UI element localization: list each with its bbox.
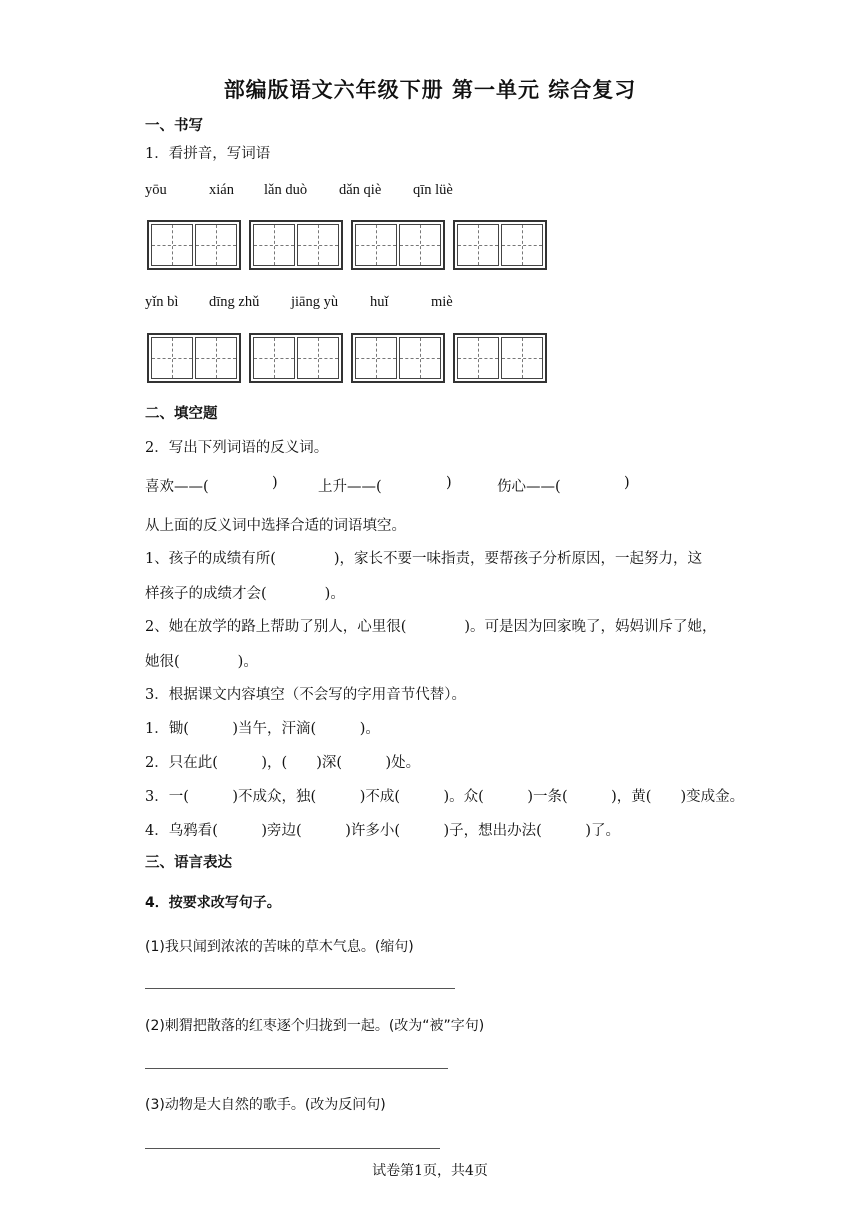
writing-grid[interactable] [249,333,343,383]
page-footer: 试卷第1页，共4页 [372,1163,488,1179]
section-heading-fill: 二、填空题 [145,406,218,422]
pinyin: huǐ [370,294,389,310]
instruction: 从上面的反义词中选择合适的词语填空。 [145,518,406,534]
antonym-close[interactable]: ) [446,475,452,491]
writing-grid[interactable] [147,220,241,270]
sentence-1-cont[interactable]: 样孩子的成绩才会( )。 [145,586,345,602]
question-2: 2．写出下列词语的反义词。 [145,440,329,456]
fill-line-2[interactable]: 2．只在此( )，( )深( )处。 [145,755,421,771]
pinyin: xián [209,182,234,198]
fill-line-4[interactable]: 4．乌鸦看( )旁边( )许多小( )子，想出办法( )了。 [145,823,620,839]
fill-line-1[interactable]: 1．锄( )当午，汗滴( )。 [145,721,380,737]
pinyin: yǐn bì [145,294,179,310]
antonym-close[interactable]: ) [624,475,630,491]
question-1: 1．看拼音，写词语 [145,146,271,162]
section-heading-writing: 一、书写 [145,118,203,134]
page-title: 部编版语文六年级下册 第一单元 综合复习 [223,78,637,102]
pinyin: dīng zhǔ [209,294,260,310]
writing-grid[interactable] [351,220,445,270]
section-heading-expression: 三、语言表达 [145,855,232,871]
fill-line-3[interactable]: 3．一( )不成众，独( )不成( )。众( )一条( )，黄( )变成金。 [145,789,745,805]
writing-grid[interactable] [453,333,547,383]
sentence-2-cont[interactable]: 她很( )。 [145,654,258,670]
pinyin: dǎn qiè [339,182,382,198]
pinyin: jiāng yù [291,294,339,310]
pinyin: qīn lüè [413,182,453,198]
pinyin: miè [431,294,453,310]
sentence-2[interactable]: 2、她在放学的路上帮助了别人，心里很( )。可是因为回家晚了，妈妈训斥了她， [145,619,717,635]
rewrite-2: (2)刺猬把散落的红枣逐个归拢到一起。(改为“被”字句) [145,1018,485,1034]
antonym-item: 伤心——( [497,479,561,495]
answer-line-2[interactable] [145,1068,448,1069]
rewrite-3: (3)动物是大自然的歌手。(改为反问句) [145,1097,386,1113]
writing-grid[interactable] [453,220,547,270]
question-3: 3．根据课文内容填空（不会写的字用音节代替）。 [145,687,466,703]
writing-grid[interactable] [147,333,241,383]
pinyin: yōu [145,182,167,198]
question-4: 4．按要求改写句子。 [145,895,281,911]
rewrite-1: (1)我只闻到浓浓的苦味的草木气息。(缩句) [145,939,414,955]
writing-grid[interactable] [351,333,445,383]
answer-line-3[interactable] [145,1148,440,1149]
writing-grid[interactable] [249,220,343,270]
sentence-1[interactable]: 1、孩子的成绩有所( )，家长不要一味指责，要帮孩子分析原因，一起努力，这 [145,551,703,567]
antonym-close[interactable]: ) [272,475,278,491]
answer-line-1[interactable] [145,988,455,989]
antonym-item: 喜欢——( [145,479,209,495]
pinyin: lǎn duò [264,182,308,198]
antonym-item: 上升——( [318,479,382,495]
